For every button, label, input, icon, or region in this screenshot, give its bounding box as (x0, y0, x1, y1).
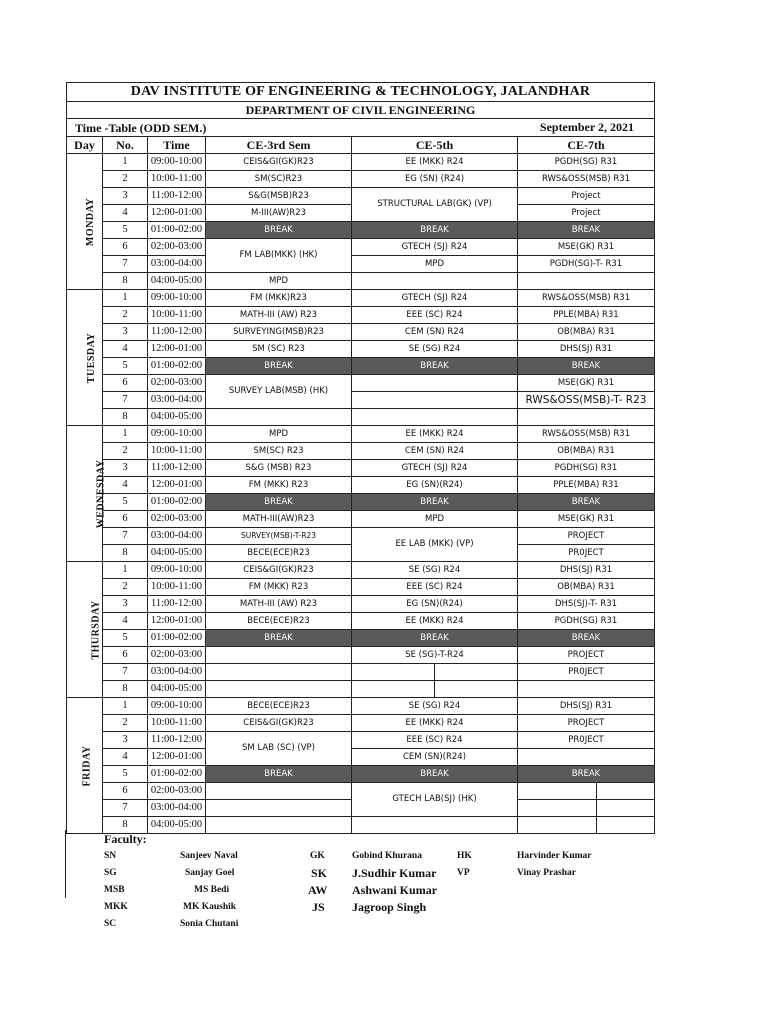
table-row (67, 766, 655, 783)
table-row (67, 732, 655, 749)
ce3-cell: MPD (206, 273, 352, 290)
break-cell: BREAK (352, 358, 518, 375)
ce3-cell: BECE(ECE)R23 (206, 545, 352, 562)
faculty-code: MKK (104, 902, 128, 912)
period-time: 10:00-11:00 (148, 579, 206, 596)
table-row (67, 647, 655, 664)
period-number: 3 (103, 188, 148, 205)
period-number: 6 (103, 783, 148, 800)
ce3-cell: FM (MKK) R23 (206, 579, 352, 596)
period-time: 09:00-10:00 (148, 426, 206, 443)
ce7-cell: PGDH(SG) R31 (518, 460, 655, 477)
period-number: 6 (103, 375, 148, 392)
period-time: 10:00-11:00 (148, 307, 206, 324)
ce7-cell: PGDH(SG) R31 (518, 154, 655, 171)
ce5-cell: SE (SG)-T-R24 (352, 647, 518, 664)
period-time: 11:00-12:00 (148, 596, 206, 613)
ce5-cell: GTECH (SJ) R24 (352, 460, 518, 477)
period-number: 8 (103, 681, 148, 698)
table-row (67, 494, 655, 511)
ce7-cell: MSE(GK) R31 (518, 375, 655, 392)
ce7-cell: PPLE(MBA) R31 (518, 307, 655, 324)
ce3-cell (206, 681, 352, 698)
ce5-cell: EE (MKK) R24 (352, 613, 518, 630)
period-time: 02:00-03:00 (148, 647, 206, 664)
period-number: 1 (103, 154, 148, 171)
day-label: FRIDAY (67, 698, 103, 834)
ce3-cell: MATH-III(AW)R23 (206, 511, 352, 528)
period-number: 1 (103, 290, 148, 307)
ce7-cell: PROJECT (518, 647, 655, 664)
ce5-cell: GTECH (SJ) R24 (352, 290, 518, 307)
timetable-heading (67, 119, 655, 137)
ce3-cell: M-III(AW)R23 (206, 205, 352, 222)
ce3-cell: FM (MKK)R23 (206, 290, 352, 307)
period-time: 12:00-01:00 (148, 205, 206, 222)
ce5-cell: EEE (SC) R24 (352, 579, 518, 596)
period-time: 01:00-02:00 (148, 494, 206, 511)
ce7-cell: PPLE(MBA) R31 (518, 477, 655, 494)
faculty-name: MK Kaushik (183, 902, 237, 912)
ce7-cell: PGDH(SG)-T- R31 (518, 256, 655, 273)
ce3-cell: S&G(MSB)R23 (206, 188, 352, 205)
break-cell: BREAK (518, 494, 655, 511)
ce5-cell: EE (MKK) R24 (352, 715, 518, 732)
col-ce5-header: CE-5th (352, 137, 518, 154)
ce3-cell: FM (MKK) R23 (206, 477, 352, 494)
table-row (67, 664, 655, 681)
ce3-cell: SM (SC) R23 (206, 341, 352, 358)
period-time: 09:00-10:00 (148, 154, 206, 171)
period-time: 02:00-03:00 (148, 511, 206, 528)
faculty-name: Sanjeev Naval (180, 851, 238, 861)
department-title: DEPARTMENT OF CIVIL ENGINEERING (67, 102, 655, 119)
period-number: 7 (103, 256, 148, 273)
table-row (67, 375, 655, 392)
table-row (67, 443, 655, 460)
period-number: 3 (103, 324, 148, 341)
ce3-cell: SM(SC) R23 (206, 443, 352, 460)
period-time: 04:00-05:00 (148, 681, 206, 698)
ce5-cell: SE (SG) R24 (352, 698, 518, 715)
period-number: 5 (103, 494, 148, 511)
ce5-cell: GTECH LAB(SJ) (HK) (352, 783, 518, 817)
table-row (67, 409, 655, 426)
period-number: 8 (103, 545, 148, 562)
break-cell: BREAK (352, 494, 518, 511)
ce3-cell: BECE(ECE)R23 (206, 698, 352, 715)
table-row (67, 460, 655, 477)
institute-row (67, 83, 655, 102)
col-ce3-header: CE-3rd Sem (206, 137, 352, 154)
table-row (67, 358, 655, 375)
period-time: 03:00-04:00 (148, 392, 206, 409)
faculty-name: Gobind Khurana (352, 851, 422, 861)
table-row (67, 562, 655, 579)
table-row (67, 154, 655, 171)
ce3-cell: S&G (MSB) R23 (206, 460, 352, 477)
table-row (67, 392, 655, 409)
table-row (67, 256, 655, 273)
faculty-code: SC (104, 919, 117, 929)
period-time: 12:00-01:00 (148, 749, 206, 766)
day-label: TUESDAY (67, 290, 103, 426)
table-row (67, 698, 655, 715)
ce7-cell (518, 681, 655, 698)
period-time: 12:00-01:00 (148, 341, 206, 358)
ce3-cell (206, 409, 352, 426)
faculty-name: Ashwani Kumar (352, 883, 438, 897)
period-number: 6 (103, 647, 148, 664)
faculty-name: Jagroop Singh (352, 900, 427, 914)
day-label: MONDAY (67, 154, 103, 290)
break-cell: BREAK (206, 494, 352, 511)
table-row (67, 579, 655, 596)
period-time: 11:00-12:00 (148, 732, 206, 749)
ce3-cell: MPD (206, 426, 352, 443)
ce7-cell: PR0JECT (518, 545, 655, 562)
ce3-cell: MATH-III (AW) R23 (206, 596, 352, 613)
faculty-code: SG (104, 868, 117, 878)
faculty-code: JS (312, 900, 325, 914)
period-time: 01:00-02:00 (148, 630, 206, 647)
period-number: 8 (103, 817, 148, 834)
period-time: 03:00-04:00 (148, 256, 206, 273)
table-row (67, 596, 655, 613)
table-row (67, 222, 655, 239)
faculty-code: SK (311, 866, 328, 880)
period-number: 2 (103, 579, 148, 596)
period-number: 5 (103, 630, 148, 647)
table-row (67, 188, 655, 205)
ce5-cell: CEM (SN) R24 (352, 443, 518, 460)
break-cell: BREAK (518, 222, 655, 239)
break-cell: BREAK (352, 630, 518, 647)
ce3-cell (206, 817, 352, 834)
timetable-date: September 2, 2021 (539, 120, 634, 134)
col-no-header: No. (103, 137, 148, 154)
timetable (66, 82, 655, 834)
table-row (67, 273, 655, 290)
period-number: 8 (103, 409, 148, 426)
ce5-cell: EEE (SC) R24 (352, 307, 518, 324)
period-time: 11:00-12:00 (148, 188, 206, 205)
ce7-cell: OB(MBA) R31 (518, 324, 655, 341)
ce7-cell: OB(MBA) R31 (518, 579, 655, 596)
period-time: 12:00-01:00 (148, 613, 206, 630)
ce5-cell: MPD (352, 511, 518, 528)
table-row (67, 630, 655, 647)
ce7-cell: MSE(GK) R31 (518, 511, 655, 528)
period-time: 02:00-03:00 (148, 783, 206, 800)
faculty-name: Vinay Prashar (517, 868, 577, 878)
ce7-cell: DHS(SJ) R31 (518, 341, 655, 358)
ce7-cell: PGDH(SG) R31 (518, 613, 655, 630)
break-cell: BREAK (518, 766, 655, 783)
ce7-split-cell (518, 783, 655, 800)
faculty-title: Faculty: (104, 832, 147, 846)
ce3-cell: CEIS&GI(GK)R23 (206, 715, 352, 732)
faculty-code: MSB (104, 885, 125, 895)
day-label: WEDNESDAY (67, 426, 103, 562)
table-row (67, 324, 655, 341)
period-number: 5 (103, 766, 148, 783)
ce5-cell: EG (SN) (R24) (352, 171, 518, 188)
department-row (67, 102, 655, 119)
period-number: 4 (103, 341, 148, 358)
faculty-name: Sonia Chutani (180, 919, 239, 929)
ce5-split-cell (352, 664, 518, 681)
break-cell: BREAK (206, 766, 352, 783)
period-time: 03:00-04:00 (148, 528, 206, 545)
period-time: 09:00-10:00 (148, 698, 206, 715)
ce3-cell: SM(SC)R23 (206, 171, 352, 188)
ce7-cell: PROJECT (518, 715, 655, 732)
table-row (67, 783, 655, 800)
ce5-cell: STRUCTURAL LAB(GK) (VP) (352, 188, 518, 222)
period-number: 5 (103, 222, 148, 239)
ce5-cell: EE (MKK) R24 (352, 426, 518, 443)
period-time: 11:00-12:00 (148, 460, 206, 477)
col-ce7-header: CE-7th (518, 137, 655, 154)
faculty-code: AW (308, 883, 328, 897)
day-label: THURSDAY (67, 562, 103, 698)
period-time: 10:00-11:00 (148, 443, 206, 460)
ce7-cell (518, 409, 655, 426)
period-number: 2 (103, 171, 148, 188)
period-time: 01:00-02:00 (148, 358, 206, 375)
ce5-cell: CEM (SN)(R24) (352, 749, 518, 766)
ce5-cell (352, 817, 518, 834)
period-number: 6 (103, 511, 148, 528)
break-cell: BREAK (206, 630, 352, 647)
period-time: 02:00-03:00 (148, 375, 206, 392)
table-row (67, 341, 655, 358)
faculty-code: SN (104, 851, 117, 861)
ce5-cell: EE LAB (MKK) (VP) (352, 528, 518, 562)
period-number: 4 (103, 613, 148, 630)
period-time: 03:00-04:00 (148, 800, 206, 817)
ce3-cell (206, 647, 352, 664)
table-row (67, 426, 655, 443)
ce5-cell (352, 375, 518, 392)
period-number: 8 (103, 273, 148, 290)
period-time: 12:00-01:00 (148, 477, 206, 494)
period-time: 04:00-05:00 (148, 545, 206, 562)
ce3-cell: BECE(ECE)R23 (206, 613, 352, 630)
period-number: 1 (103, 426, 148, 443)
ce5-cell: EG (SN)(R24) (352, 477, 518, 494)
table-row (67, 681, 655, 698)
period-number: 7 (103, 528, 148, 545)
table-row (67, 613, 655, 630)
table-row (67, 528, 655, 545)
ce3-cell: SURVEYING(MSB)R23 (206, 324, 352, 341)
ce7-cell: RWS&OSS(MSB) R31 (518, 171, 655, 188)
period-number: 7 (103, 664, 148, 681)
period-time: 01:00-02:00 (148, 766, 206, 783)
ce7-cell: PR0JECT (518, 732, 655, 749)
table-row (67, 511, 655, 528)
table-row (67, 171, 655, 188)
break-cell: BREAK (206, 358, 352, 375)
col-day-header: Day (67, 137, 103, 154)
ce7-split-cell (518, 817, 655, 834)
period-number: 1 (103, 562, 148, 579)
ce7-split-cell (518, 800, 655, 817)
faculty-code: HK (457, 851, 472, 861)
ce5-cell: CEM (SN) R24 (352, 324, 518, 341)
ce3-cell: FM LAB(MKK) (HK) (206, 239, 352, 273)
period-number: 7 (103, 800, 148, 817)
break-cell: BREAK (518, 358, 655, 375)
ce3-cell: SURVEY LAB(MSB) (HK) (206, 375, 352, 409)
period-time: 01:00-02:00 (148, 222, 206, 239)
period-number: 4 (103, 477, 148, 494)
ce7-cell: PR0JECT (518, 664, 655, 681)
ce5-cell: EE (MKK) R24 (352, 154, 518, 171)
period-number: 1 (103, 698, 148, 715)
period-number: 3 (103, 460, 148, 477)
ce7-cell (518, 749, 655, 766)
ce7-cell: OB(MBA) R31 (518, 443, 655, 460)
period-time: 04:00-05:00 (148, 817, 206, 834)
ce5-cell: SE (SG) R24 (352, 341, 518, 358)
period-time: 02:00-03:00 (148, 239, 206, 256)
period-number: 4 (103, 749, 148, 766)
ce7-cell (518, 273, 655, 290)
faculty-code: GK (310, 851, 325, 861)
period-number: 6 (103, 239, 148, 256)
period-time: 09:00-10:00 (148, 562, 206, 579)
faculty-name: MS Bedi (194, 885, 230, 895)
period-number: 2 (103, 715, 148, 732)
table-row (67, 307, 655, 324)
ce5-cell (352, 392, 518, 409)
ce5-cell: GTECH (SJ) R24 (352, 239, 518, 256)
break-cell: BREAK (352, 222, 518, 239)
ce7-cell: DHS(SJ)-T- R31 (518, 596, 655, 613)
ce7-cell: DHS(SJ) R31 (518, 562, 655, 579)
ce7-cell: RWS&OSS(MSB) R31 (518, 426, 655, 443)
ce7-cell: PROJECT (518, 528, 655, 545)
left-border-line (65, 830, 66, 898)
ce3-cell: CEIS&GI(GK)R23 (206, 154, 352, 171)
ce5-cell (352, 409, 518, 426)
table-row (67, 749, 655, 766)
period-number: 5 (103, 358, 148, 375)
table-row (67, 477, 655, 494)
col-time-header: Time (148, 137, 206, 154)
ce7-cell: Project (518, 205, 655, 222)
ce7-cell: RWS&OSS(MSB) R31 (518, 290, 655, 307)
period-time: 10:00-11:00 (148, 171, 206, 188)
ce3-cell (206, 783, 352, 800)
column-header-row (67, 137, 655, 154)
ce3-cell: MATH-III (AW) R23 (206, 307, 352, 324)
ce5-cell (352, 273, 518, 290)
faculty-code: VP (457, 868, 470, 878)
ce3-cell: CEIS&GI(GK)R23 (206, 562, 352, 579)
period-time: 03:00-04:00 (148, 664, 206, 681)
institute-title: DAV INSTITUTE OF ENGINEERING & TECHNOLOGY, JALANDHAR (67, 83, 655, 102)
ce5-cell: MPD (352, 256, 518, 273)
ce5-cell: EEE (SC) R24 (352, 732, 518, 749)
ce5-cell: SE (SG) R24 (352, 562, 518, 579)
faculty-name: J.Sudhir Kumar (352, 866, 437, 880)
period-number: 2 (103, 307, 148, 324)
period-number: 7 (103, 392, 148, 409)
period-time: 04:00-05:00 (148, 273, 206, 290)
ce3-cell (206, 664, 352, 681)
timetable-row (67, 119, 655, 137)
faculty-name: Harvinder Kumar (517, 851, 592, 861)
period-time: 10:00-11:00 (148, 715, 206, 732)
faculty-name: Sanjay Goel (185, 868, 235, 878)
ce5-split-cell (352, 681, 518, 698)
period-number: 4 (103, 205, 148, 222)
table-row (67, 239, 655, 256)
ce7-cell: RWS&OSS(MSB)-T- R23 (518, 392, 655, 409)
period-time: 09:00-10:00 (148, 290, 206, 307)
table-row (67, 290, 655, 307)
period-number: 2 (103, 443, 148, 460)
ce3-cell: SURVEY(MSB)-T-R23 (206, 528, 352, 545)
timetable-label: Time -Table (ODD SEM.) (75, 120, 207, 135)
period-time: 11:00-12:00 (148, 324, 206, 341)
table-row (67, 715, 655, 732)
ce3-cell: SM LAB (SC) (VP) (206, 732, 352, 766)
ce3-cell (206, 800, 352, 817)
ce7-cell: DHS(SJ) R31 (518, 698, 655, 715)
break-cell: BREAK (352, 766, 518, 783)
timetable-sheet (66, 82, 654, 834)
ce7-cell: Project (518, 188, 655, 205)
period-number: 3 (103, 596, 148, 613)
ce5-cell: EG (SN)(R24) (352, 596, 518, 613)
period-time: 04:00-05:00 (148, 409, 206, 426)
ce7-cell: MSE(GK) R31 (518, 239, 655, 256)
break-cell: BREAK (206, 222, 352, 239)
table-row (67, 817, 655, 834)
period-number: 3 (103, 732, 148, 749)
break-cell: BREAK (518, 630, 655, 647)
